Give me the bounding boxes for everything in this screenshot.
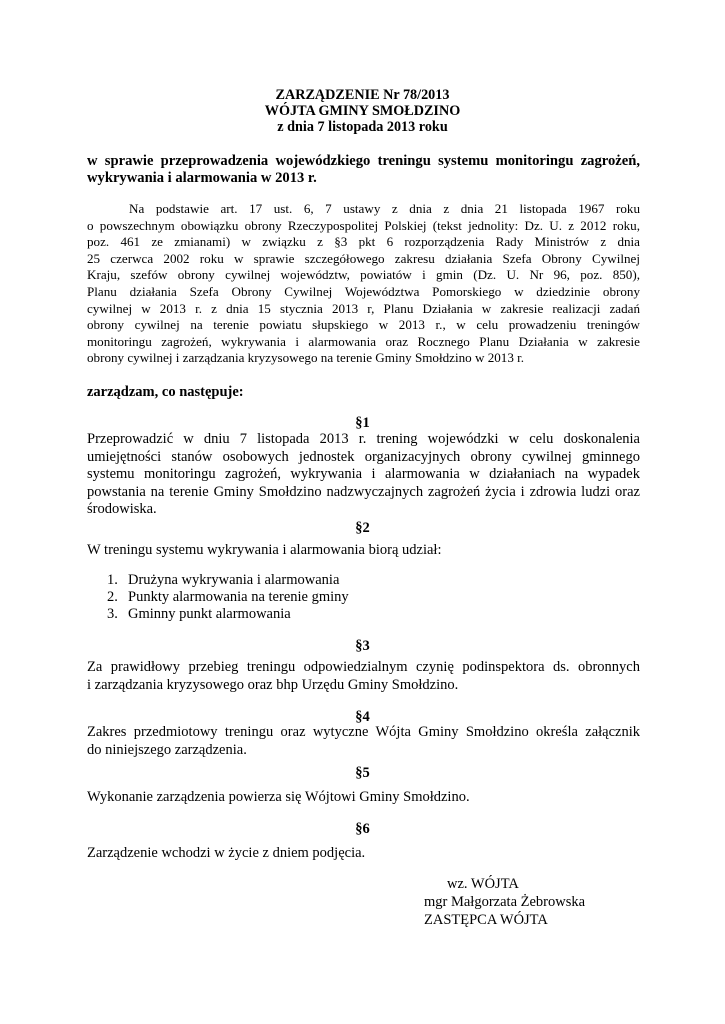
section-1-heading: §1	[355, 415, 370, 431]
subject-line: w sprawie przeprowadzenia wojewódzkiego treningu systemu monitoringu zagrożeń,	[87, 153, 640, 169]
issuer-title: WÓJTA GMINY SMOŁDZINO	[264, 103, 461, 119]
list-number: 2.	[107, 589, 118, 605]
legal-basis-paragraph	[87, 201, 640, 367]
list-text: Drużyna wykrywania i alarmowania	[128, 572, 340, 588]
participants-list	[107, 572, 349, 623]
subject-line: wykrywania i alarmowania w 2013 r.	[87, 170, 317, 186]
section-4-text	[87, 724, 640, 759]
paragraph-line: Przeprowadzić w dniu 7 listopada 2013 r. trening wojewódzki w celu doskonalenia	[87, 431, 640, 447]
paragraph-line: umiejętności stanów osobowych jednostek organizacyjnych obrony cywilnej gminnego	[87, 448, 640, 465]
document-title: ZARZĄDZENIE Nr 78/2013	[275, 87, 450, 103]
section-2-intro: W treningu systemu wykrywania i alarmowania biorą udział:	[87, 542, 442, 558]
signatory-position: ZASTĘPCA WÓJTA	[424, 912, 548, 928]
paragraph-line: systemu monitoringu zagrożeń, wykrywania i alarmowania w działaniach na wypadek	[87, 466, 640, 483]
signature-on-behalf: wz. WÓJTA	[447, 876, 519, 892]
paragraph-line: o powszechnym obowiązku obrony Rzeczypospolitej Polskiej (tekst jednolity: Dz. U. z 2012 roku,	[87, 217, 640, 233]
paragraph-line: obrony cywilnej na terenie powiatu słupskiego w 2013 r., w celu prowadzeniu treningów	[87, 317, 640, 333]
list-item	[107, 572, 349, 589]
section-3-heading: §3	[355, 638, 370, 654]
paragraph-line: 25 czerwca 2002 roku w sprawie szczegółowego zakresu działania Szefa Obrony Cywilnej	[87, 250, 640, 266]
list-number: 1.	[107, 572, 118, 588]
section-2-heading: §2	[355, 520, 370, 536]
paragraph-line: monitoringu zagrożeń, wykrywania i alarmowania oraz Rocznego Planu Działania w zakresie	[87, 333, 640, 349]
section-5-text: Wykonanie zarządzenia powierza się Wójtowi Gminy Smołdzino.	[87, 789, 470, 805]
list-text: Punkty alarmowania na terenie gminy	[128, 589, 349, 605]
list-text: Gminny punkt alarmowania	[128, 606, 291, 622]
paragraph-line: powstania na terenie Gminy Smołdzino nadzwyczajnych zagrożeń życia i zdrowia ludzi oraz	[87, 483, 640, 500]
paragraph-line: i zarządzania kryzysowego oraz bhp Urzędu Gminy Smołdzino.	[87, 676, 459, 693]
list-number: 3.	[107, 606, 118, 622]
document-subject	[87, 153, 640, 187]
section-6-text: Zarządzenie wchodzi w życie z dniem podjęcia.	[87, 845, 366, 861]
paragraph-line: Planu działania Szefa Obrony Cywilnej Województwa Pomorskiego w dziedzinie obrony	[87, 283, 640, 299]
section-4-heading: §4	[355, 709, 370, 725]
document-date: z dnia 7 listopada 2013 roku	[277, 119, 448, 135]
paragraph-line: do niniejszego zarządzenia.	[87, 741, 247, 758]
section-1-text	[87, 431, 640, 519]
paragraph-line: obrony cywilnej i zarządzania kryzysowego na terenie Gminy Smołdzino w 2013 r.	[87, 350, 525, 366]
paragraph-line: Zakres przedmiotowy treningu oraz wytyczne Wójta Gminy Smołdzino określa załącznik	[87, 724, 640, 740]
list-item	[107, 589, 349, 606]
paragraph-line: środowiska.	[87, 501, 157, 518]
paragraph-line: Za prawidłowy przebieg treningu odpowiedzialnym czynię podinspektora ds. obronnych	[87, 659, 640, 675]
ordering-clause: zarządzam, co następuje:	[87, 384, 244, 400]
section-6-heading: §6	[355, 821, 370, 837]
signatory-name: mgr Małgorzata Żebrowska	[424, 894, 586, 910]
paragraph-line: poz. 461 ze zmianami) w związku z §3 pkt 6 rozporządzenia Rady Ministrów z dnia	[87, 234, 640, 250]
paragraph-line: cywilnej w 2013 r. z dnia 15 stycznia 2013 r, Planu Działania w zakresie realizacji zadań	[87, 300, 640, 316]
list-item	[107, 606, 349, 623]
section-3-text	[87, 659, 640, 694]
paragraph-line: Kraju, szefów obrony cywilnej województw, powiatów i gmin (Dz. U. Nr 96, poz. 850),	[87, 267, 640, 283]
section-5-heading: §5	[355, 765, 370, 781]
paragraph-line: Na podstawie art. 17 ust. 6, 7 ustawy z dnia z dnia 21 listopada 1967 roku	[129, 201, 640, 216]
